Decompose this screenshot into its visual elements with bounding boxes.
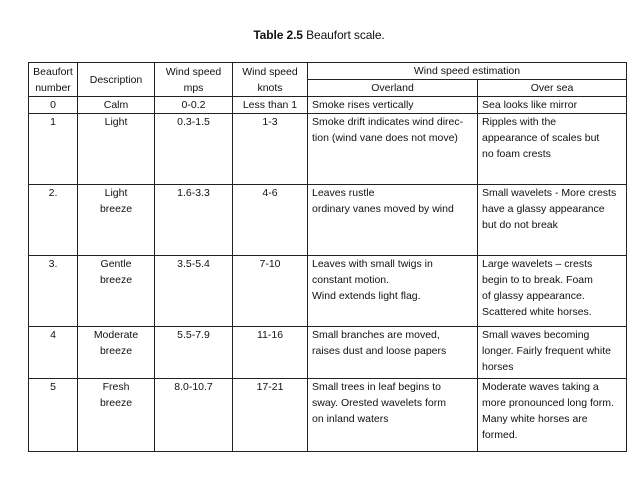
cell-overland: Small trees in leaf begins to sway. Orested wavelets form on inland waters <box>308 379 478 452</box>
cell-number: 4 <box>29 327 78 379</box>
table-row <box>29 114 627 185</box>
cell-over-sea: Large wavelets – crests begin to to break. Foam of glassy appearance. Scattered white horses. <box>478 256 627 327</box>
cell-mps: 5.5-7.9 <box>155 327 233 379</box>
cell-description: Moderate breeze <box>78 327 155 379</box>
cell-overland: Leaves rustle ordinary vanes moved by wind <box>308 185 478 256</box>
table-caption <box>0 28 638 42</box>
cell-description: Gentle breeze <box>78 256 155 327</box>
cell-number: 1 <box>29 114 78 185</box>
cell-mps: 3.5-5.4 <box>155 256 233 327</box>
beaufort-table <box>28 62 627 452</box>
cell-mps: 1.6-3.3 <box>155 185 233 256</box>
cell-overland: Leaves with small twigs in constant motion. Wind extends light flag. <box>308 256 478 327</box>
cell-number: 3. <box>29 256 78 327</box>
header-overland: Overland <box>308 80 478 97</box>
cell-description: Calm <box>78 97 155 114</box>
table-row <box>29 185 627 256</box>
table-caption-title: Beaufort scale. <box>306 28 385 42</box>
cell-knots: 17-21 <box>233 379 308 452</box>
header-over-sea: Over sea <box>478 80 627 97</box>
cell-knots: 7-10 <box>233 256 308 327</box>
cell-description: Light <box>78 114 155 185</box>
cell-number: 0 <box>29 97 78 114</box>
cell-knots: 1-3 <box>233 114 308 185</box>
cell-over-sea: Small wavelets - More crests have a glassy appearance but do not break <box>478 185 627 256</box>
table-row <box>29 327 627 379</box>
cell-over-sea: Ripples with the appearance of scales but no foam crests <box>478 114 627 185</box>
cell-overland: Smoke rises vertically <box>308 97 478 114</box>
table-row <box>29 379 627 452</box>
cell-description: Light breeze <box>78 185 155 256</box>
cell-description: Fresh breeze <box>78 379 155 452</box>
header-wind-speed-knots: Wind speed knots <box>233 63 308 97</box>
cell-overland: Small branches are moved, raises dust and loose papers <box>308 327 478 379</box>
table-row <box>29 256 627 327</box>
header-wind-speed-estimation: Wind speed estimation <box>308 63 627 80</box>
cell-mps: 0.3-1.5 <box>155 114 233 185</box>
cell-number: 2. <box>29 185 78 256</box>
cell-mps: 0-0.2 <box>155 97 233 114</box>
header-beaufort-number: Beaufort number <box>29 63 78 97</box>
cell-overland: Smoke drift indicates wind direc- tion (wind vane does not move) <box>308 114 478 185</box>
cell-knots: 4-6 <box>233 185 308 256</box>
cell-number: 5 <box>29 379 78 452</box>
header-wind-speed-mps: Wind speed mps <box>155 63 233 97</box>
header-description: Description <box>78 63 155 97</box>
table-row <box>29 97 627 114</box>
cell-over-sea: Small waves becoming longer. Fairly frequent white horses <box>478 327 627 379</box>
table-caption-label: Table 2.5 <box>253 28 303 42</box>
cell-knots: Less than 1 <box>233 97 308 114</box>
cell-over-sea: Sea looks like mirror <box>478 97 627 114</box>
cell-knots: 11-16 <box>233 327 308 379</box>
cell-over-sea: Moderate waves taking a more pronounced long form. Many white horses are formed. <box>478 379 627 452</box>
cell-mps: 8.0-10.7 <box>155 379 233 452</box>
